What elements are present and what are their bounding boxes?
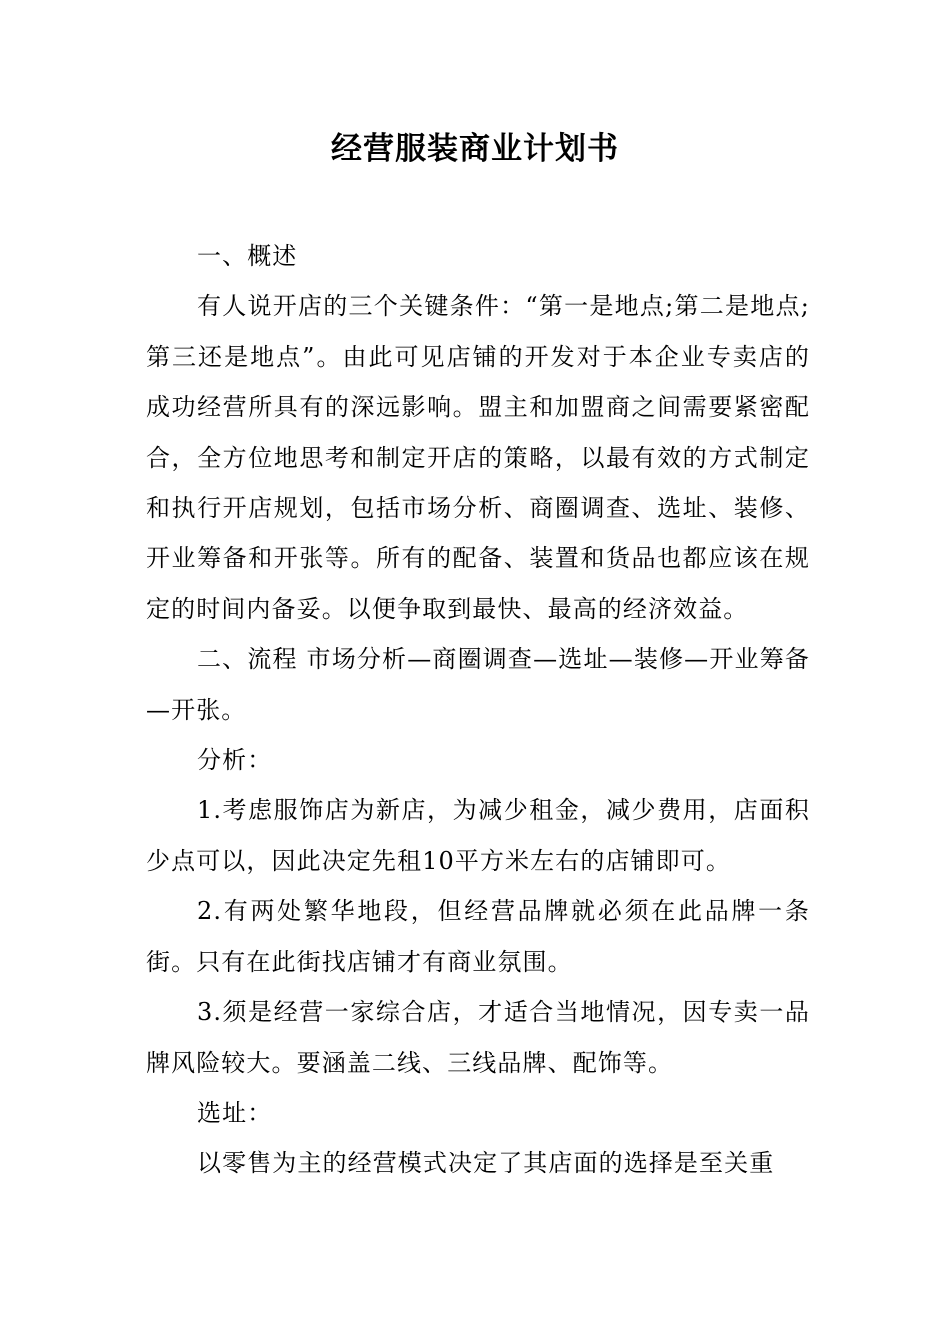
list-item-3: 3.须是经营一家综合店，才适合当地情况，因专卖一品牌风险较大。要涵盖二线、三线品牌、配饰等。 — [146, 998, 810, 1077]
subheading-analysis: 分析： — [197, 746, 273, 775]
document-title: 经营服装商业计划书 — [331, 131, 619, 167]
document-body — [146, 231, 810, 1189]
list-item-1: 1.考虑服饰店为新店，为减少租金，减少费用，店面积少点可以，因此决定先租10平方米左右的店铺即可。 — [146, 796, 810, 875]
paragraph-overview: 有人说开店的三个关键条件：“第一是地点;第二是地点;第三还是地点”。由此可见店铺的开发对于本企业专卖店的成功经营所具有的深远影响。盟主和加盟商之间需要紧密配合，全方位地思考和制定开店的策略，以最有效的方式制定和执行开店规划，包括市场分析、商圈调查、选址、装修、开业筹备和开张等。所有的配备、装置和货品也都应该在规定的时间内备妥。以便争取到最快、最高的经济效益。 — [146, 292, 810, 623]
paragraph-location: 以零售为主的经营模式决定了其店面的选择是至关重 — [197, 1149, 775, 1178]
section-heading-process: 二、流程 市场分析—商圈调查—选址—装修—开业筹备—开张。 — [146, 645, 810, 724]
section-heading-overview: 一、概述 — [197, 242, 298, 270]
list-item-2: 2.有两处繁华地段，但经营品牌就必须在此品牌一条街。只有在此街找店铺才有商业氛围。 — [146, 897, 810, 976]
subheading-location: 选址： — [197, 1098, 273, 1127]
